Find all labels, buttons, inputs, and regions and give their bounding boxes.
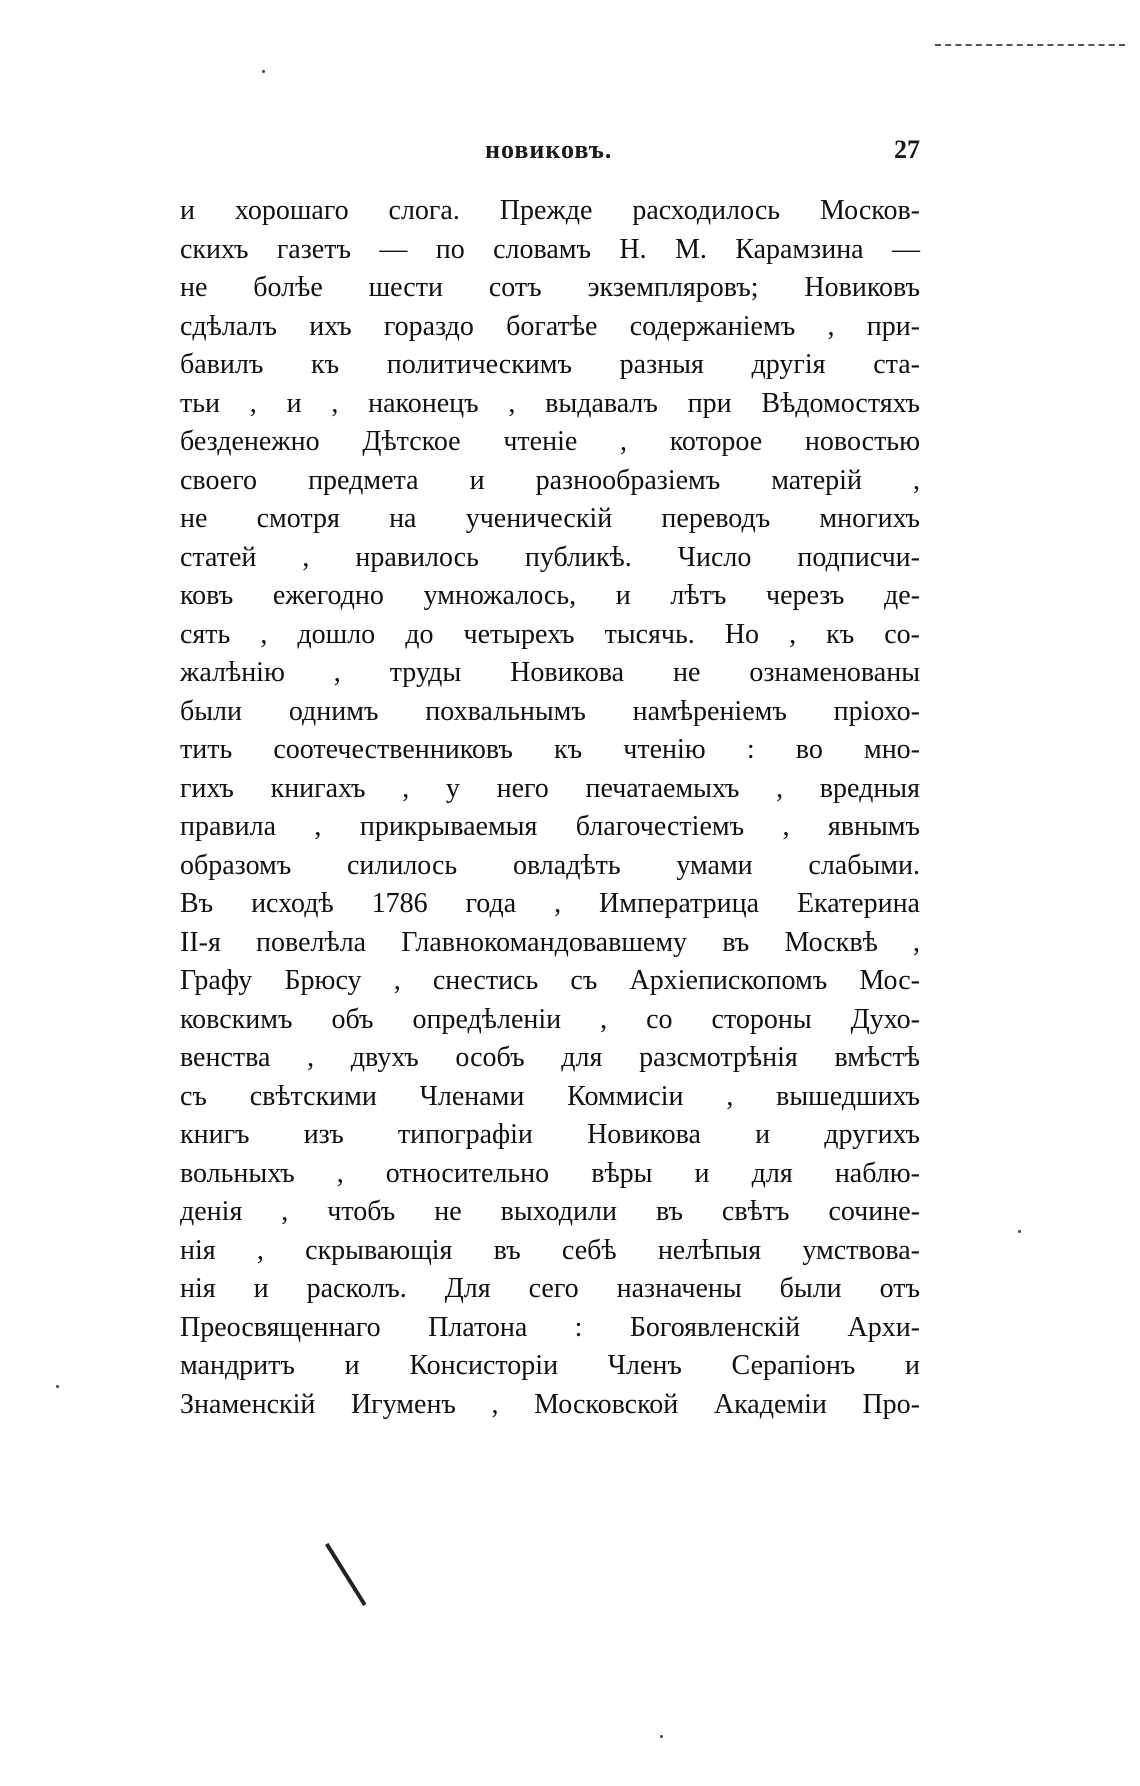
text-line: Графу Брюсу , снестись съ Архiепископомъ Мос-: [180, 965, 920, 996]
text-line: денiя , чтобъ не выходили въ свѣтъ сочине-: [180, 1196, 920, 1227]
pen-stroke-mark: [325, 1543, 367, 1606]
running-head: [180, 135, 920, 169]
text-line: Въ исходѣ 1786 года , Императрица Екатерина: [180, 888, 920, 919]
text-line: правила , прикрываемыя благочестiемъ , явнымъ: [180, 811, 920, 842]
text-line: нiя и расколъ. Для сего назначены были отъ: [180, 1273, 920, 1304]
text-line: Преосвященнаго Платона : Богоявленскiй Архи-: [180, 1311, 920, 1343]
text-line: вольныхъ , относительно вѣры и для наблю-: [180, 1157, 920, 1189]
text-line: сять , дошло до четырехъ тысячь. Но , къ со-: [180, 618, 920, 650]
text-line: II-я повелѣла Главнокомандовавшему въ Москвѣ ,: [180, 926, 920, 958]
text-line: гихъ книгахъ , у него печатаемыхъ , вредныя: [180, 772, 920, 804]
text-line: скихъ газетъ — по словамъ Н. М. Карамзина —: [180, 233, 920, 265]
speck-mark: [1018, 1230, 1021, 1233]
text-line: тить соотечественниковъ къ чтенiю : во мно-: [180, 734, 920, 765]
text-line: не смотря на ученическiй переводъ многихъ: [180, 503, 920, 534]
text-line: безденежно Дѣтское чтенiе , которое новостью: [180, 426, 920, 457]
text-line: своего предмета и разнообразiемъ матерiй ,: [180, 464, 920, 496]
text-line: Знаменскiй Игуменъ , Московской Академiи Про-: [180, 1388, 920, 1420]
text-line: бавилъ къ политическимъ разныя другiя ста-: [180, 349, 920, 380]
text-line: жалѣнiю , труды Новикова не ознаменованы: [180, 657, 920, 688]
page-number: 27: [894, 135, 920, 164]
text-line: нiя , скрывающiя въ себѣ нелѣпыя умствова-: [180, 1234, 920, 1266]
text-line: были однимъ похвальнымъ намѣренiемъ прiохо-: [180, 695, 920, 727]
text-line: сдѣлалъ ихъ гораздо богатѣе содержанiемъ , при-: [180, 310, 920, 342]
body-text: [180, 192, 920, 1424]
running-title: новиковъ.: [485, 135, 613, 164]
speck-mark: [56, 1385, 59, 1388]
text-line: мандритъ и Консисторiи Членъ Серапiонъ и: [180, 1350, 920, 1381]
speck-mark: [262, 70, 265, 73]
text-line: ковъ ежегодно умножалось, и лѣтъ черезъ де-: [180, 580, 920, 611]
text-line: не болѣе шести сотъ экземпляровъ; Новиковъ: [180, 272, 920, 303]
text-line: ковскимъ объ опредѣленiи , со стороны Духо-: [180, 1003, 920, 1035]
text-line: съ свѣтскими Членами Коммисiи , вышедшихъ: [180, 1080, 920, 1112]
text-line: книгъ изъ типографiи Новикова и другихъ: [180, 1119, 920, 1150]
text-line: венства , двухъ особъ для разсмотрѣнiя вмѣстѣ: [180, 1042, 920, 1073]
text-line: тьи , и , наконецъ , выдавалъ при Вѣдомостяхъ: [180, 387, 920, 419]
text-line: статей , нравилось публикѣ. Число подписчи-: [180, 541, 920, 573]
speck-mark: [660, 1735, 663, 1738]
text-line: образомъ силилось овладѣть умами слабыми.: [180, 849, 920, 881]
text-line: и хорошаго слога. Прежде расходилось Москов-: [180, 195, 920, 226]
top-edge-rule: [935, 44, 1125, 46]
